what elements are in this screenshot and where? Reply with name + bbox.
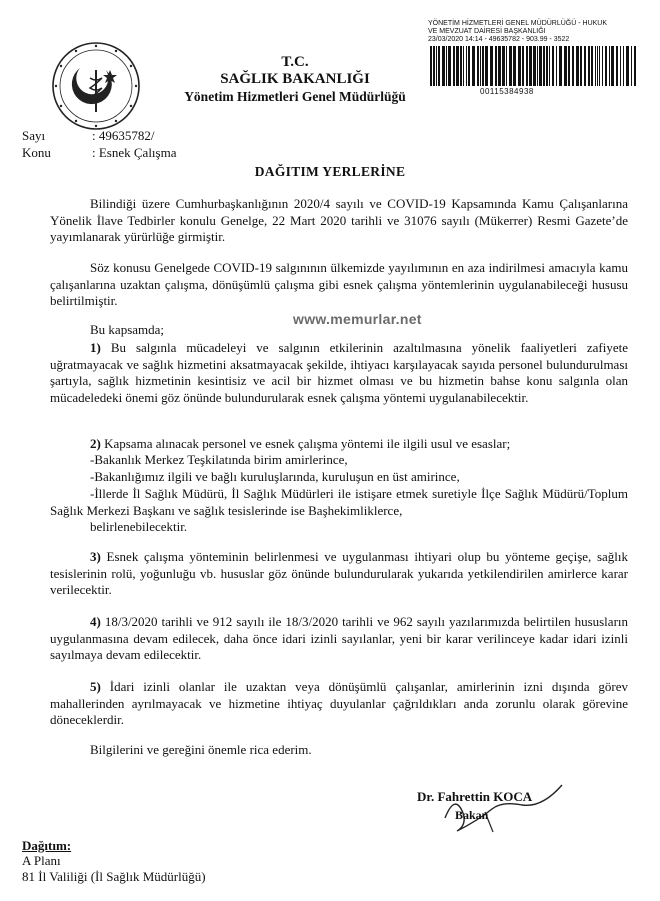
distribution-line-1: A Planı [22, 853, 61, 868]
registry-stamp [428, 20, 648, 44]
signer-name: Dr. Fahrettin KOCA [417, 789, 533, 804]
barcode-icon [428, 46, 640, 86]
sayi-label: Sayı [22, 128, 46, 143]
signer-title: Bakan [455, 808, 489, 822]
signature-icon [425, 778, 575, 838]
konu-label: Konu [22, 145, 51, 160]
item-2 [50, 436, 628, 453]
sayi-row [22, 128, 154, 144]
item-2-number: 2) [90, 436, 101, 451]
sayi-value: : 49635782/ [92, 128, 155, 143]
distribution-line-2: 81 İl Valiliği (İl Sağlık Müdürlüğü) [22, 869, 206, 884]
konu-row [22, 145, 177, 161]
item-4-text: 18/3/2020 tarihli ve 912 sayılı ile 18/3/2020 tarihli ve 962 sayılı yazılarımızda belirtilen hususların uygulanmasına devam edilecek, daha önce idari izinli sayılanlar, yeni bir karar verilinceye kadar idari izinli sayılmaya devam edilecektir. [50, 614, 629, 663]
paragraph-1: Bilindiği üzere Cumhurbaşkanlığının 2020/4 sayılı ve COVID-19 Kapsamında Kamu Çalışanlarına Yönelik İlave Tedbirler konulu Genelge, 22 Mart 2020 tarihli ve 31076 sayılı (Mükerrer) Resmi Gazete’de yayımlanarak yürürlüğe girmiştir. [50, 196, 628, 245]
document-title: DAĞITIM YERLERİNE [254, 164, 406, 179]
stamp-line-1: YÖNETİM HİZMETLERİ GENEL MÜDÜRLÜĞÜ - HUKUK [428, 20, 608, 27]
item-2-a: -Bakanlık Merkez Teşkilatında birim amirlerince, [90, 452, 348, 467]
item-3-text: Esnek çalışma yönteminin belirlenmesi ve uygulanması ihtiyari olup bu yönteme geçişe, sağlık tesislerinin rolü, yoğunluğu vb. hususlar göz önünde bulundurularak yukarıda yetkilendirilen amirlerce karar verilecektir. [50, 549, 629, 598]
item-3-number: 3) [90, 549, 101, 564]
item-5 [50, 679, 628, 729]
header-directorate: Yönetim Hizmetleri Genel Müdürlüğü [184, 89, 406, 104]
item-1 [50, 340, 628, 406]
distribution-heading: Dağıtım: [22, 838, 72, 853]
intro-line: Bu kapsamda; [90, 322, 165, 337]
item-3 [50, 549, 628, 599]
closing-line: Bilgilerini ve gereğini önemle rica ederim. [90, 742, 312, 757]
item-5-number: 5) [90, 679, 101, 694]
header-ministry: SAĞLIK BAKANLIĞI [220, 71, 370, 87]
item-4-number: 4) [90, 614, 101, 629]
item-4 [50, 614, 628, 664]
item-5-text: İdari izinli olanlar ile uzaktan veya dönüşümlü çalışanlar, amirlerinin izni dışında görev mahallerinden ayrılmayacak ve hizmetine ihtiyaç duyulanlar çağrıldıkları anda zorunlu olarak görevine döneceklerdir. [50, 679, 629, 728]
stamp-line-3: 23/03/2020 14:14 - 49635782 - 903.99 - 3522 [428, 36, 570, 43]
item-1-number: 1) [90, 340, 101, 355]
paragraph-2: Söz konusu Genelgede COVID-19 salgınının ülkemizde yayılımının en aza indirilmesi amacıyla kamu çalışanlarına uzaktan çalışma, dönüşümlü çalışma gibi esnek çalışma yöntemlerinin uygulanabileceği hususu belirtilmiştir. [50, 260, 628, 309]
item-2-c: -İllerde İl Sağlık Müdürü, İl Sağlık Müdürleri ile istişare etmek suretiyle İlçe Sağlık Müdürü/Toplum Sağlık Merkezi Başkanı ve sağlık tesislerinde ise Başhekimliklerce, [50, 486, 628, 518]
barcode-number: 00115384938 [480, 87, 534, 96]
item-2-text: Kapsama alınacak personel ve esnek çalışma yöntemi ile ilgili usul ve esaslar; [104, 436, 511, 451]
item-1-text: Bu salgınla mücadeleyi ve salgının etkilerinin azaltılmasına yönelik faaliyetleri zafiyete uğratmayacak ve sağlık hizmetini aksatmayacak şekilde, ihtiyacı karşılayacak sayıda personel bulundurulması şartıyla, sağlık hizmetinin kesintisiz ve acil bir hizmet olması ve bu hizmetin bahse konu salgınla olan mücadeledeki önemi göz önünde bulundurularak esnek çalışma yöntemi uygulanabilecektir. [50, 340, 629, 405]
konu-value: : Esnek Çalışma [92, 145, 177, 160]
header-tc: T.C. [281, 54, 309, 70]
stamp-line-2: VE MEVZUAT DAİRESİ BAŞKANLIĞI [428, 28, 546, 35]
ministry-logo-icon [50, 40, 142, 132]
item-2-d: belirlenebilecektir. [90, 519, 188, 534]
item-2-b: -Bakanlığımız ilgili ve bağlı kuruluşlarında, kuruluşun en üst amirince, [90, 469, 460, 484]
watermark: www.memurlar.net [293, 311, 422, 327]
document-header [150, 54, 440, 105]
